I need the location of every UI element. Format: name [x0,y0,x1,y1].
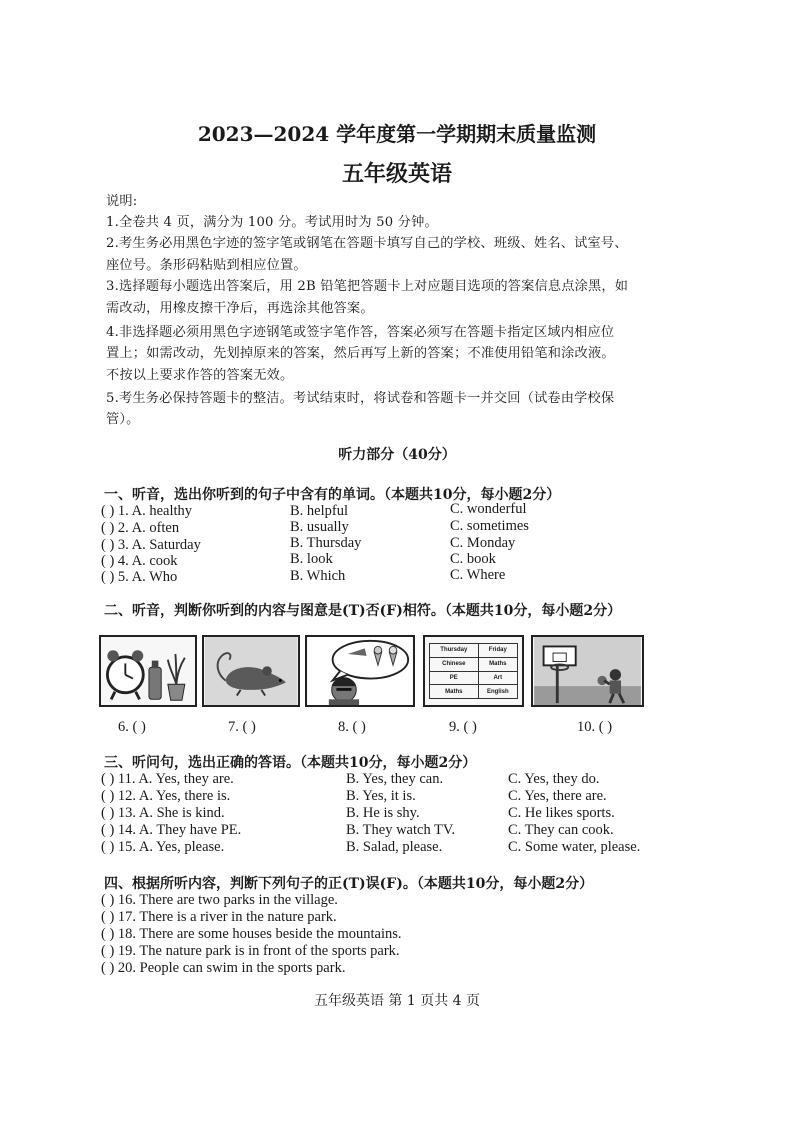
picture-basketball [531,635,644,707]
question-option-c: C. Monday [450,535,516,551]
question-option-b: B. Thursday [290,535,362,551]
exam-subtitle: 五年级英语 [341,161,452,187]
question-option-a: ( ) 12. A. Yes, there is. [101,788,231,804]
question-option-c: C. wonderful [450,501,527,517]
section4-heading: 四、根据所听内容，判断下列句子的正(T)误(F)。（本题共10分，每小题2分） [104,876,594,892]
question-option-a: ( ) 11. A. Yes, they are. [101,771,234,787]
question-option-b: B. usually [290,519,349,535]
statement-item: ( ) 19. The nature park is in front of the sports park. [101,943,400,959]
note-line: 座位号。条形码粘贴到相应位置。 [106,258,307,273]
clock-bottle-plant-drawing [101,637,195,705]
table-cell: Art [478,671,517,685]
table-row [430,657,518,671]
boy-with-thought-bubble-drawing [307,637,413,705]
question-option-a: ( ) 15. A. Yes, please. [101,839,225,855]
question-option-c: C. Yes, there are. [508,788,607,804]
table-row [430,644,518,658]
question-option-a: ( ) 2. A. often [101,520,180,536]
note-line: 4.非选择题必须用黑色字迹钢笔或签字笔作答，答案必须写在答题卡指定区域内相应位 [106,325,615,340]
question-option-c: C. They can cook. [508,822,614,838]
table-row [430,671,518,685]
question-option-a: ( ) 5. A. Who [101,569,178,585]
question-option-c: C. book [450,551,496,567]
statement-item: ( ) 17. There is a river in the nature park. [101,909,337,925]
statement-item: ( ) 18. There are some houses beside the mountains. [101,926,402,942]
question-option-a: ( ) 13. A. She is kind. [101,805,225,821]
question-option-a: ( ) 1. A. healthy [101,503,193,519]
note-line: 2.考生务必用黑色字迹的签字笔或钢笔在答题卡填写自己的学校、班级、姓名、试室号、 [106,236,628,251]
picture-boy-thinking [305,635,415,707]
question-option-a: ( ) 4. A. cook [101,553,178,569]
table-cell: Friday [478,644,517,658]
question-option-b: B. Yes, they can. [346,771,444,787]
table-row [430,685,518,699]
question-option-a: ( ) 3. A. Saturday [101,537,201,553]
table-cell: Chinese [430,657,479,671]
question-option-b: B. Salad, please. [346,839,443,855]
note-line: 1.全卷共 4 页，满分为 100 分。考试用时为 50 分钟。 [106,215,438,230]
note-line: 需改动，用橡皮擦干净后，再选涂其他答案。 [106,301,374,316]
picture-mouse [202,635,300,707]
table-cell: Maths [430,685,479,699]
note-line: 5.考生务必保持答题卡的整洁。考试结束时，将试卷和答题卡一并交回（试卷由学校保 [106,391,615,406]
class-schedule-table [429,643,518,699]
picture-clock-bottle-plant [99,635,197,707]
statement-item: ( ) 20. People can swim in the sports park. [101,960,346,976]
table-cell: Maths [478,657,517,671]
picture-answer-label[interactable]: 7. ( ) [228,719,256,735]
question-option-a: ( ) 14. A. They have PE. [101,822,242,838]
question-option-b: B. He is shy. [346,805,420,821]
question-option-b: B. They watch TV. [346,822,456,838]
notes-heading: 说明: [106,194,138,209]
listening-heading: 听力部分（40分） [338,447,456,463]
question-option-c: C. He likes sports. [508,805,615,821]
exam-title: 2023—2024 学年度第一学期期末质量监测 [197,122,597,146]
mouse-drawing [204,637,298,705]
note-line: 不按以上要求作答的答案无效。 [106,368,294,383]
question-option-b: B. Yes, it is. [346,788,416,804]
picture-answer-label[interactable]: 10. ( ) [577,719,613,735]
question-option-c: C. sometimes [450,518,529,534]
question-option-c: C. Yes, they do. [508,771,600,787]
question-option-b: B. Which [290,568,346,584]
table-cell: English [478,685,517,699]
question-option-b: B. look [290,551,333,567]
section1-heading: 一、听音，选出你听到的句子中含有的单词。（本题共10分，每小题2分） [104,487,561,503]
table-cell: Thursday [430,644,479,658]
picture-answer-label[interactable]: 6. ( ) [118,719,146,735]
question-option-c: C. Where [450,567,506,583]
note-line: 管）。 [106,412,140,427]
picture-answer-label[interactable]: 9. ( ) [449,719,477,735]
question-option-c: C. Some water, please. [508,839,641,855]
table-cell: PE [430,671,479,685]
note-line: 3.选择题每小题选出答案后，用 2B 铅笔把答题卡上对应题目选项的答案信息点涂黑，如 [106,279,629,294]
picture-answer-label[interactable]: 8. ( ) [338,719,366,735]
question-option-b: B. helpful [290,503,348,519]
section2-heading: 二、听音，判断你听到的内容与图意是(T)否(F)相符。（本题共10分，每小题2分） [104,603,622,619]
picture-class-schedule [423,635,524,707]
section3-heading: 三、听问句，选出正确的答语。（本题共10分，每小题2分） [104,755,477,771]
statement-item: ( ) 16. There are two parks in the village. [101,892,338,908]
note-line: 置上；如需改动，先划掉原来的答案，然后再写上新的答案；不准使用铅笔和涂改液。 [106,346,615,361]
boy-playing-basketball-drawing [533,637,642,705]
page-footer: 五年级英语 第 1 页共 4 页 [313,993,481,1009]
